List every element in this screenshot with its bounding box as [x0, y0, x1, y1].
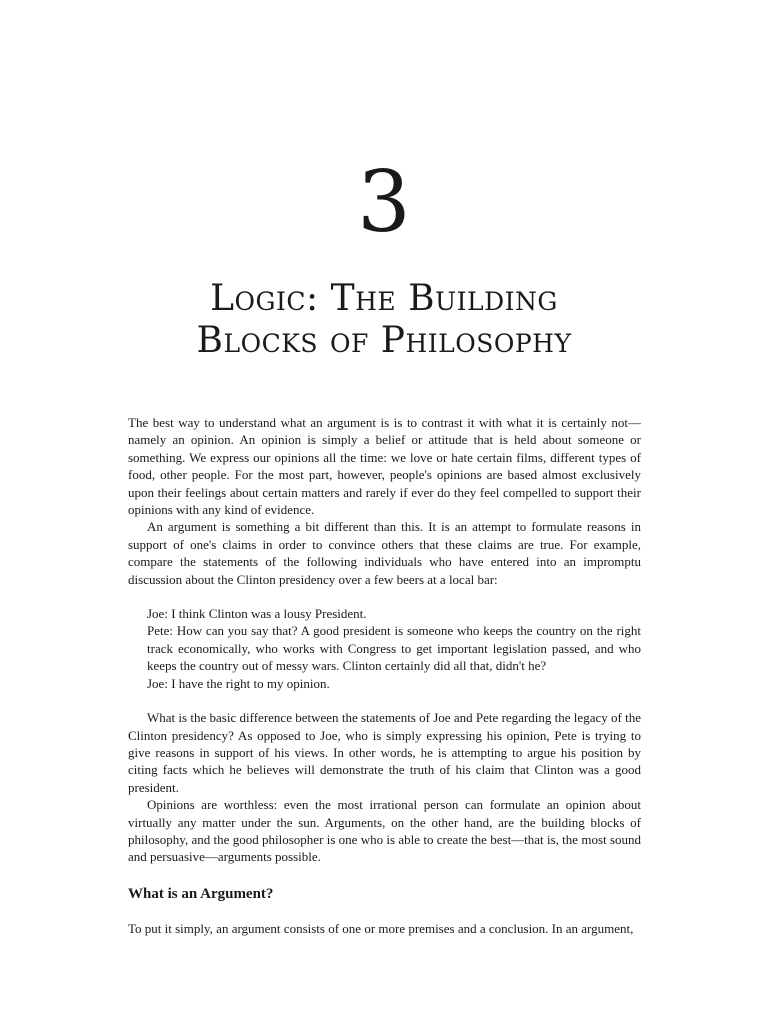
paragraph-3: What is the basic difference between the statements of Joe and Pete regarding the legacy of the Clinton presidency? As opposed to Joe, who is simply expressing his opinion, Pete is trying to give reasons in support of his views. In other words, he is attempting to argue his position by citing facts which he believes will demonstrate the truth of his claim that Clinton was a good president.: [128, 710, 641, 795]
chapter-number: 3: [357, 153, 411, 251]
chapter-title: [0, 278, 768, 362]
paragraph-2: An argument is something a bit different than this. It is an attempt to formulate reasons in support of one's claims in order to convince others that these claims are true. For example, compare the statements of the following individuals who have entered into an impromptu discussion about the Clinton presidency over a few beers at a local bar:: [128, 519, 641, 587]
body-text: [128, 414, 641, 937]
dialogue-line-joe-2: Joe: I have the right to my opinion.: [147, 675, 330, 691]
chapter-title-line-2: Blocks of Philosophy: [196, 320, 572, 361]
dialogue-line-joe-1: Joe: I think Clinton was a lousy President.: [147, 606, 367, 622]
paragraph-5: To put it simply, an argument consists of one or more premises and a conclusion. In an argument,: [128, 920, 634, 936]
paragraph-4: Opinions are worthless: even the most irrational person can formulate an opinion about virtually any matter under the sun. Arguments, on the other hand, are the building blocks of philosophy, and the good philosopher is one who is able to create the best—that is, the most sound and persuasive—arguments possible.: [128, 797, 641, 865]
dialogue-line-pete: Pete: How can you say that? A good president is someone who keeps the country on the right track economically, who works with Congress to get important legislation passed, and who keeps the country out of messy wars. Clinton certainly did all that, didn't he?: [147, 623, 641, 674]
chapter-title-line-1: Logic: The Building: [210, 278, 558, 319]
paragraph-1: The best way to understand what an argument is is to contrast it with what it is certainly not—namely an opinion. An opinion is simply a belief or attitude that is held about someone or something. We express our opinions all the time: we love or hate certain films, different types of food, other people. For the most part, however, people's opinions are based almost exclusively upon their feelings about certain matters and rarely if ever do they feel compelled to support their opinions with any kind of evidence.: [128, 415, 641, 518]
section-heading: What is an Argument?: [128, 885, 274, 902]
dialogue-block: [147, 605, 641, 692]
